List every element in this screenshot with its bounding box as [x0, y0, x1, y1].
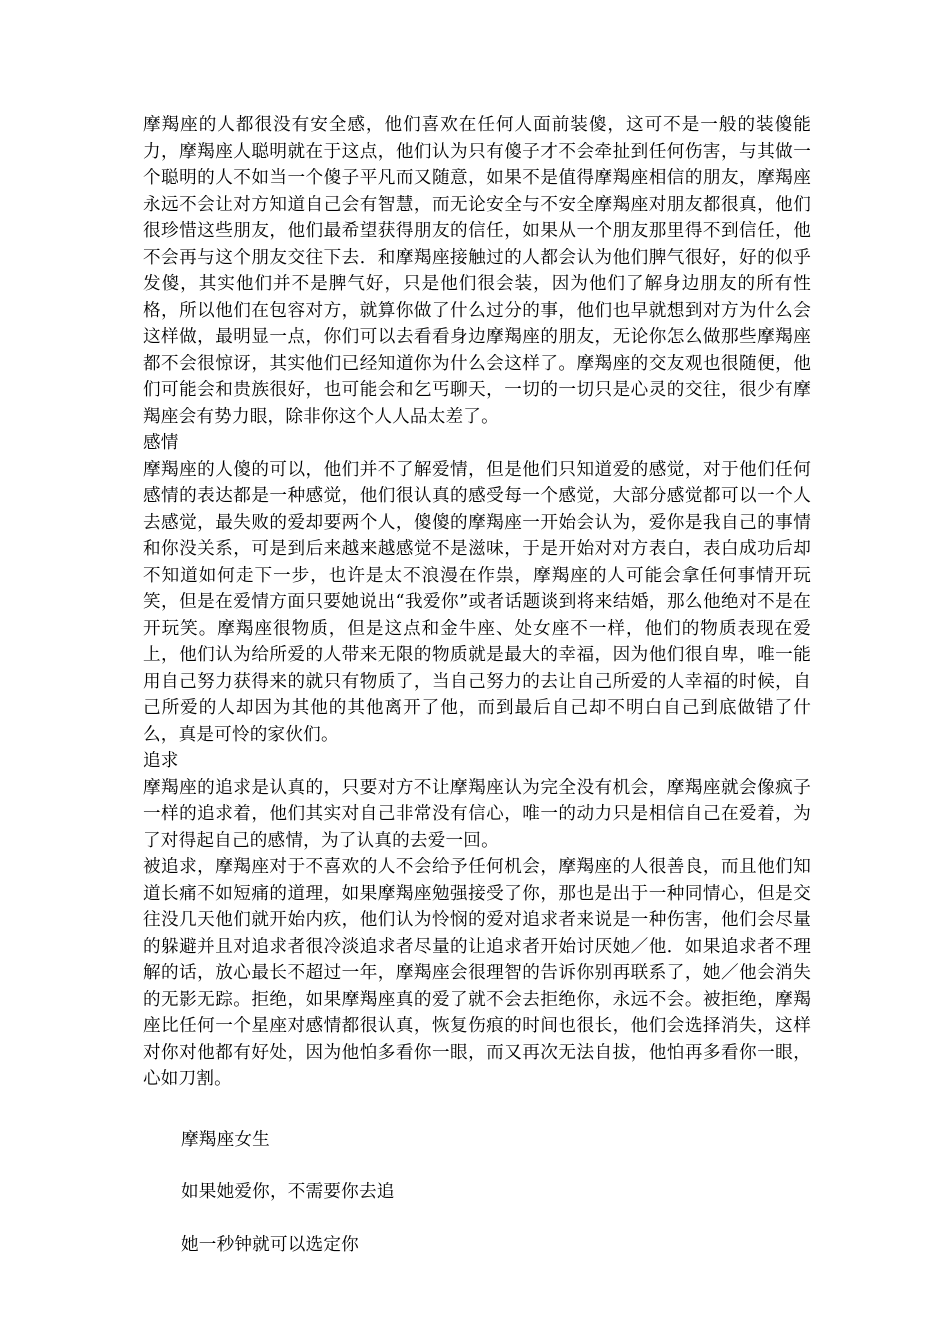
paragraph-friendship: 摩羯座的人都很没有安全感，他们喜欢在任何人面前装傻，这可不是一般的装傻能力，摩羯座人聪明就在于这点，他们认为只有傻子才不会牵扯到任何伤害，与其做一个聪明的人不如当一个傻子平凡而又随意，如果不是值得摩羯座相信的朋友，摩羯座永远不会让对方知道自己会有智慧，而无论安全与不安全摩羯座对朋友都很真，他们很珍惜这些朋友，他们最希望获得朋友的信任，如果从一个朋友那里得不到信任，他不会再与这个朋友交往下去．和摩羯座接触过的人都会认为他们脾气很好，好的似乎发傻，其实他们并不是脾气好，只是他们很会装，因为他们了解身边朋友的所有性格，所以他们在包容对方，就算你做了什么过分的事，他们也早就想到对方为什么会这样做，最明显一点，你们可以去看看身边摩羯座的朋友，无论你怎么做那些摩羯座都不会很惊讶，其实他们已经知道你为什么会这样了。摩羯座的交友观也很随便，他们可能会和贵族很好，也可能会和乞丐聊天，一切的一切只是心灵的交往，很少有摩羯座会有势力眼，除非你这个人人品太差了。: [143, 115, 811, 427]
poem-line: 摩羯座女生: [181, 1129, 270, 1150]
paragraph-pursuit: 摩羯座的追求是认真的，只要对方不让摩羯座认为完全没有机会，摩羯座就会像疯子一样的追求着，他们其实对自己非常没有信心，唯一的动力只是相信自己在爱着，为了对得起自己的感情，为了认真的去爱一回。: [143, 777, 811, 851]
poem-line: 如果她爱你，不需要你去追: [181, 1182, 395, 1202]
heading-love: 感情: [143, 433, 179, 453]
paragraph-being-pursued: 被追求，摩羯座对于不喜欢的人不会给予任何机会，摩羯座的人很善良，而且他们知道长痛不如短痛的道理，如果摩羯座勉强接受了你，那也是出于一种同情心，但是交往没几天他们就开始内疚，他们认为怜悯的爱对追求者来说是一种伤害，他们会尽量的躲避并且对追求者很冷淡追求者尽量的让追求者开始讨厌她／他．如果追求者不理解的话，放心最长不超过一年，摩羯座会很理智的告诉你别再联系了，她／他会消失的无影无踪。拒绝，如果摩羯座真的爱了就不会去拒绝你，永远不会。被拒绝，摩羯座比任何一个星座对感情都很认真，恢复伤痕的时间也很长，他们会选择消失，这样对你对他都有好处，因为他怕多看你一眼，而又再次无法自拔，他怕再多看你一眼，心如刀割。: [143, 857, 811, 1089]
poem-line: 她一秒钟就可以选定你: [181, 1234, 359, 1255]
spacer: [143, 1093, 811, 1127]
heading-pursuit: 追求: [143, 751, 179, 771]
paragraph-love: 摩羯座的人傻的可以，他们并不了解爱情，但是他们只知道爱的感觉，对于他们任何感情的表达都是一种感觉，他们很认真的感受每一个感觉，大部分感觉都可以一个人去感觉，最失败的爱却要两个人，傻傻的摩羯座一开始会认为，爱你是我自己的事情和你没关系，可是到后来越来越感觉不是滋味，于是开始对对方表白，表白成功后却不知道如何走下一步，也许是太不浪漫在作祟，摩羯座的人可能会拿任何事情开玩笑，但是在爱情方面只要她说出“我爱你”或者话题谈到将来结婚，那么他绝对不是在开玩笑。摩羯座很物质，但是这点和金牛座、处女座不一样，他们的物质表现在爱上，他们认为给所爱的人带来无限的物质就是最大的幸福，因为他们很自卑，唯一能用自己努力获得来的就只有物质了，当自己努力的去让自己所爱的人幸福的时候，自己所爱的人却因为其他的其他离开了他，而到最后自己却不明白自己到底做错了什么，真是可怜的家伙们。: [143, 459, 811, 745]
document-body: [143, 112, 811, 1284]
